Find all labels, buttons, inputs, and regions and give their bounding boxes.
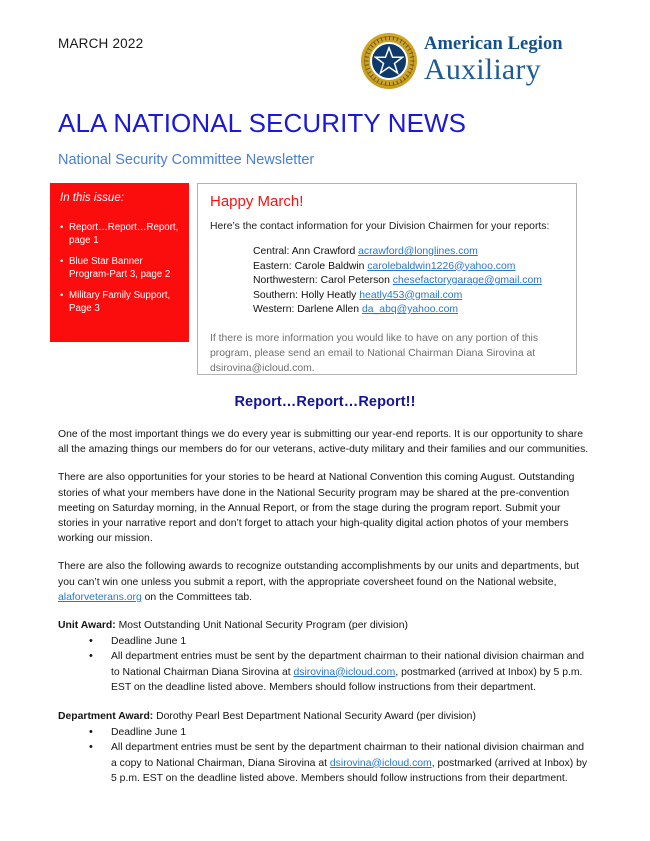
issue-date: MARCH 2022 <box>58 36 144 51</box>
unit-award-heading <box>58 618 592 633</box>
division-chairmen-contact-box <box>197 183 577 375</box>
star-icon <box>374 46 404 76</box>
bullet-text-pre: All department entries must be sent by the department chairman to their national division chairman and to National Chairman Diana Sirovina at <box>111 651 585 678</box>
list-item: • Report…Report…Report, page 1 <box>60 222 181 247</box>
logo-wordmark <box>424 35 563 87</box>
bullet-text-post: , postmarked (arrived at Inbox) by 5 p.m. EST on the deadline listed above. Members should follow instructions from their department. <box>111 666 583 693</box>
awards-intro-part1: There are also the following awards to recognize outstanding accomplishments by our units and departments, but you can’t win one unless you submit a report, with the appropriate coversheet found on the National website, <box>58 561 579 588</box>
award-title: Dorothy Pearl Best Department National Security Award (per division) <box>153 711 476 723</box>
list-item <box>253 274 564 289</box>
award-label: Unit Award: <box>58 620 116 632</box>
list-item: • Blue Star Banner Program-Part 3, page 2 <box>60 256 181 281</box>
email-link[interactable]: heatly453@gmail.com <box>359 289 463 301</box>
unit-award-bullets <box>58 634 592 695</box>
list-item: • Military Family Support, Page 3 <box>60 290 181 315</box>
division-label: Western: Darlene Allen <box>253 304 360 315</box>
list-item <box>89 740 592 786</box>
logo-line-auxiliary: Auxiliary <box>424 52 541 86</box>
list-item: • Deadline June 1 <box>89 634 592 649</box>
in-this-issue-heading: In this issue: <box>60 192 124 204</box>
division-chairmen-list <box>210 245 564 318</box>
division-label: Eastern: Carole Baldwin <box>253 260 365 272</box>
in-this-issue-box <box>50 183 189 342</box>
list-item <box>89 649 592 695</box>
awards-intro-part2: on the Committees tab. <box>141 591 253 603</box>
article-paragraph: There are also opportunities for your stories to be heard at National Convention this coming August. Outstanding stories of what your members have done in the National Security program may be shared at the pre-convention meeting on Saturday morning, in the Annual Report, or from the stage during the program report. Submit your stories in your narrative report and don’t forget to attach your high-quality digital action photos of your members working our mission. <box>58 472 575 545</box>
happy-march-heading: Happy March! <box>210 193 304 210</box>
in-this-issue-list <box>60 222 181 316</box>
article-paragraph: One of the most important things we do every year is submitting our year-end reports. It is our opportunity to share all the amazing things our members do for our veterans, active-duty military and their families and our communities. <box>58 429 589 456</box>
list-item <box>253 245 564 260</box>
email-link[interactable]: carolebaldwin1226@yahoo.com <box>367 260 516 272</box>
contact-note-text: If there is more information you would like to have on any portion of this program, please send an email to National Chairman Diana Sirovina at dsirovina@icloud.com. <box>210 332 539 374</box>
page-header <box>0 0 650 86</box>
list-item <box>253 289 564 304</box>
email-link[interactable]: dsirovina@icloud.com <box>293 666 396 678</box>
email-link[interactable]: dsirovina@icloud.com <box>329 757 432 769</box>
list-item <box>253 260 564 275</box>
email-link[interactable]: acrawford@longlines.com <box>358 246 478 257</box>
division-label: Central: Ann Crawford <box>253 246 356 257</box>
department-award-heading <box>58 709 592 724</box>
bullet-text-post: , postmarked (arrived at Inbox) by 5 p.m. EST on the deadline listed above. Members should follow instructions from their department. <box>111 757 588 784</box>
email-link[interactable]: da_abq@yahoo.com <box>361 304 459 315</box>
division-label: Northwestern: Carol Peterson <box>253 275 390 286</box>
list-item: • Deadline June 1 <box>89 725 592 740</box>
award-label: Department Award: <box>58 711 154 723</box>
website-link[interactable]: alaforveterans.org <box>58 591 142 603</box>
awards-intro-paragraph <box>58 559 592 605</box>
department-award-bullets <box>58 725 592 786</box>
award-title: Most Outstanding Unit National Security Program (per division) <box>115 620 408 632</box>
page-title: ALA NATIONAL SECURITY NEWS <box>58 108 467 138</box>
american-legion-auxiliary-emblem-icon <box>361 33 417 89</box>
email-link[interactable]: chesefactorygarage@gmail.com <box>392 275 542 286</box>
article-heading: Report…Report…Report!! <box>234 394 416 410</box>
organization-logo <box>361 33 563 89</box>
contact-lead-text: Here’s the contact information for your Division Chairmen for your reports: <box>210 221 550 232</box>
list-item <box>253 303 564 318</box>
bullet-text-pre: All department entries must be sent by the department chairman to their national division chairman and a copy to National Chairman, Diana Sirovina at <box>111 742 585 769</box>
logo-line-american-legion: American Legion <box>424 34 563 55</box>
division-label: Southern: Holly Heatly <box>253 289 357 301</box>
article-body <box>58 427 592 800</box>
page-subtitle: National Security Committee Newsletter <box>58 152 315 168</box>
